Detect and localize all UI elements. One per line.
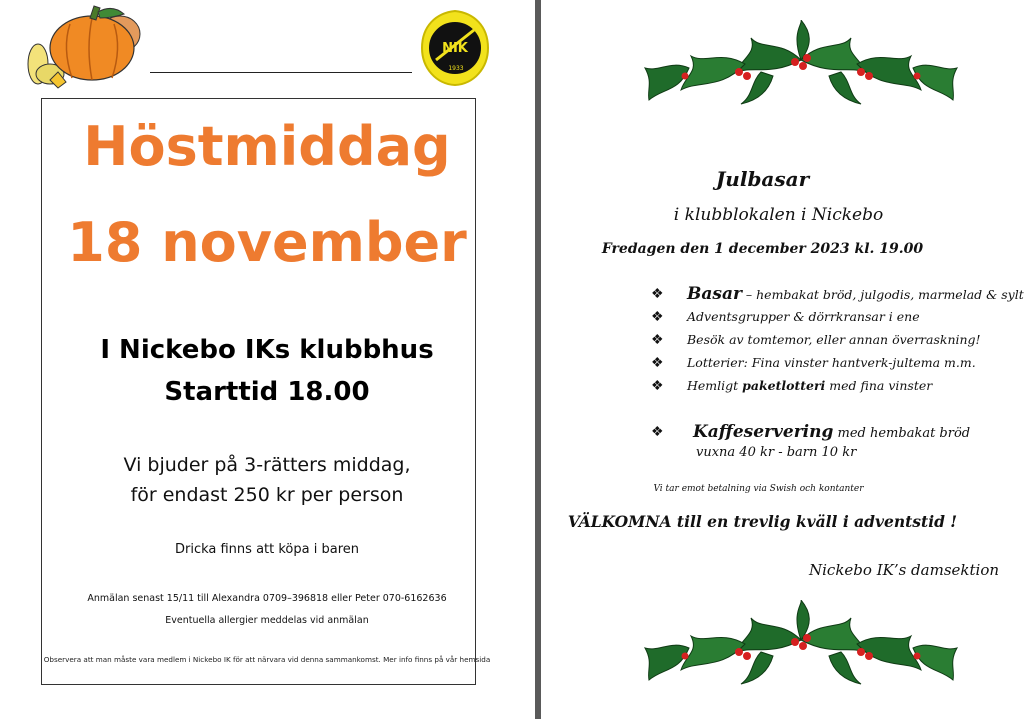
holly-garland	[641, 20, 961, 106]
event-title: Höstmiddag	[83, 115, 451, 178]
signup-info: Anmälan senast 15/11 till Alexandra 0709–396818 eller Peter 070-6162636	[87, 593, 447, 604]
start-time: Starttid 18.00	[164, 377, 370, 407]
item-text: med fina vinster	[825, 378, 933, 393]
diamond-bullet-icon: ❖	[651, 309, 664, 325]
list-item	[651, 306, 1021, 329]
drinks-note: Dricka finns att köpa i baren	[174, 542, 359, 557]
welcome-message: VÄLKOMNA till en trevlig kväll i adventstid !	[567, 512, 958, 531]
allergy-note: Eventuella allergier meddelas vid anmälan	[165, 615, 369, 626]
coffee-text: med hembakat bröd	[833, 426, 971, 441]
christmas-bazaar-flyer	[541, 0, 1024, 719]
diamond-bullet-icon: ❖	[651, 378, 664, 394]
activity-list	[651, 283, 1024, 398]
diamond-bullet-icon: ❖	[651, 424, 664, 440]
diamond-bullet-icon: ❖	[651, 355, 664, 371]
diamond-bullet-icon: ❖	[651, 332, 664, 348]
list-item	[651, 352, 1021, 375]
membership-note: Observera att man måste vara medlem i Nickebo IK för att närvara vid denna sammankomst. Mer info finns på vår hemsida	[43, 655, 491, 664]
item-lead: Basar	[687, 284, 742, 304]
offer-line-1: Vi bjuder på 3-rätters middag,	[123, 454, 411, 476]
event-date: 18 november	[67, 211, 467, 274]
logo-letters: NIK	[442, 41, 468, 56]
payment-note: Vi tar emot betalning via Swish och kontanter	[653, 484, 864, 494]
venue-line: I Nickebo IKs klubbhus	[100, 335, 434, 365]
coffee-prices: vuxna 40 kr - barn 10 kr	[696, 445, 857, 460]
list-item	[651, 283, 1024, 306]
list-item	[651, 329, 1021, 352]
logo-year: 1933	[448, 65, 464, 72]
holly-garland	[641, 600, 961, 686]
item-text: Besök av tomtemor, eller annan överraskning!	[687, 332, 981, 347]
bazaar-title: Julbasar	[715, 167, 810, 191]
item-text: Lotterier: Fina vinster hantverk-jultema m.m.	[687, 355, 976, 370]
item-text: – hembakat bröd, julgodis, marmelad & sylt	[741, 287, 1024, 302]
offer-line-2: för endast 250 kr per person	[130, 484, 404, 506]
item-text: Adventsgrupper & dörrkransar i ene	[687, 309, 920, 324]
organizer-signoff: Nickebo IK’s damsektion	[809, 561, 1000, 579]
item-bold: paketlotteri	[742, 378, 826, 393]
bazaar-date: Fredagen den 1 december 2023 kl. 19.00	[601, 241, 924, 257]
club-logo	[416, 8, 494, 88]
list-item	[651, 375, 1021, 398]
header-rule	[150, 72, 412, 73]
pumpkin-illustration	[20, 2, 145, 90]
bazaar-location: i klubblokalen i Nickebo	[673, 205, 884, 225]
diamond-bullet-icon: ❖	[651, 286, 664, 302]
item-text: Hemligt	[687, 378, 743, 393]
coffee-lead: Kaffeservering	[693, 422, 834, 442]
